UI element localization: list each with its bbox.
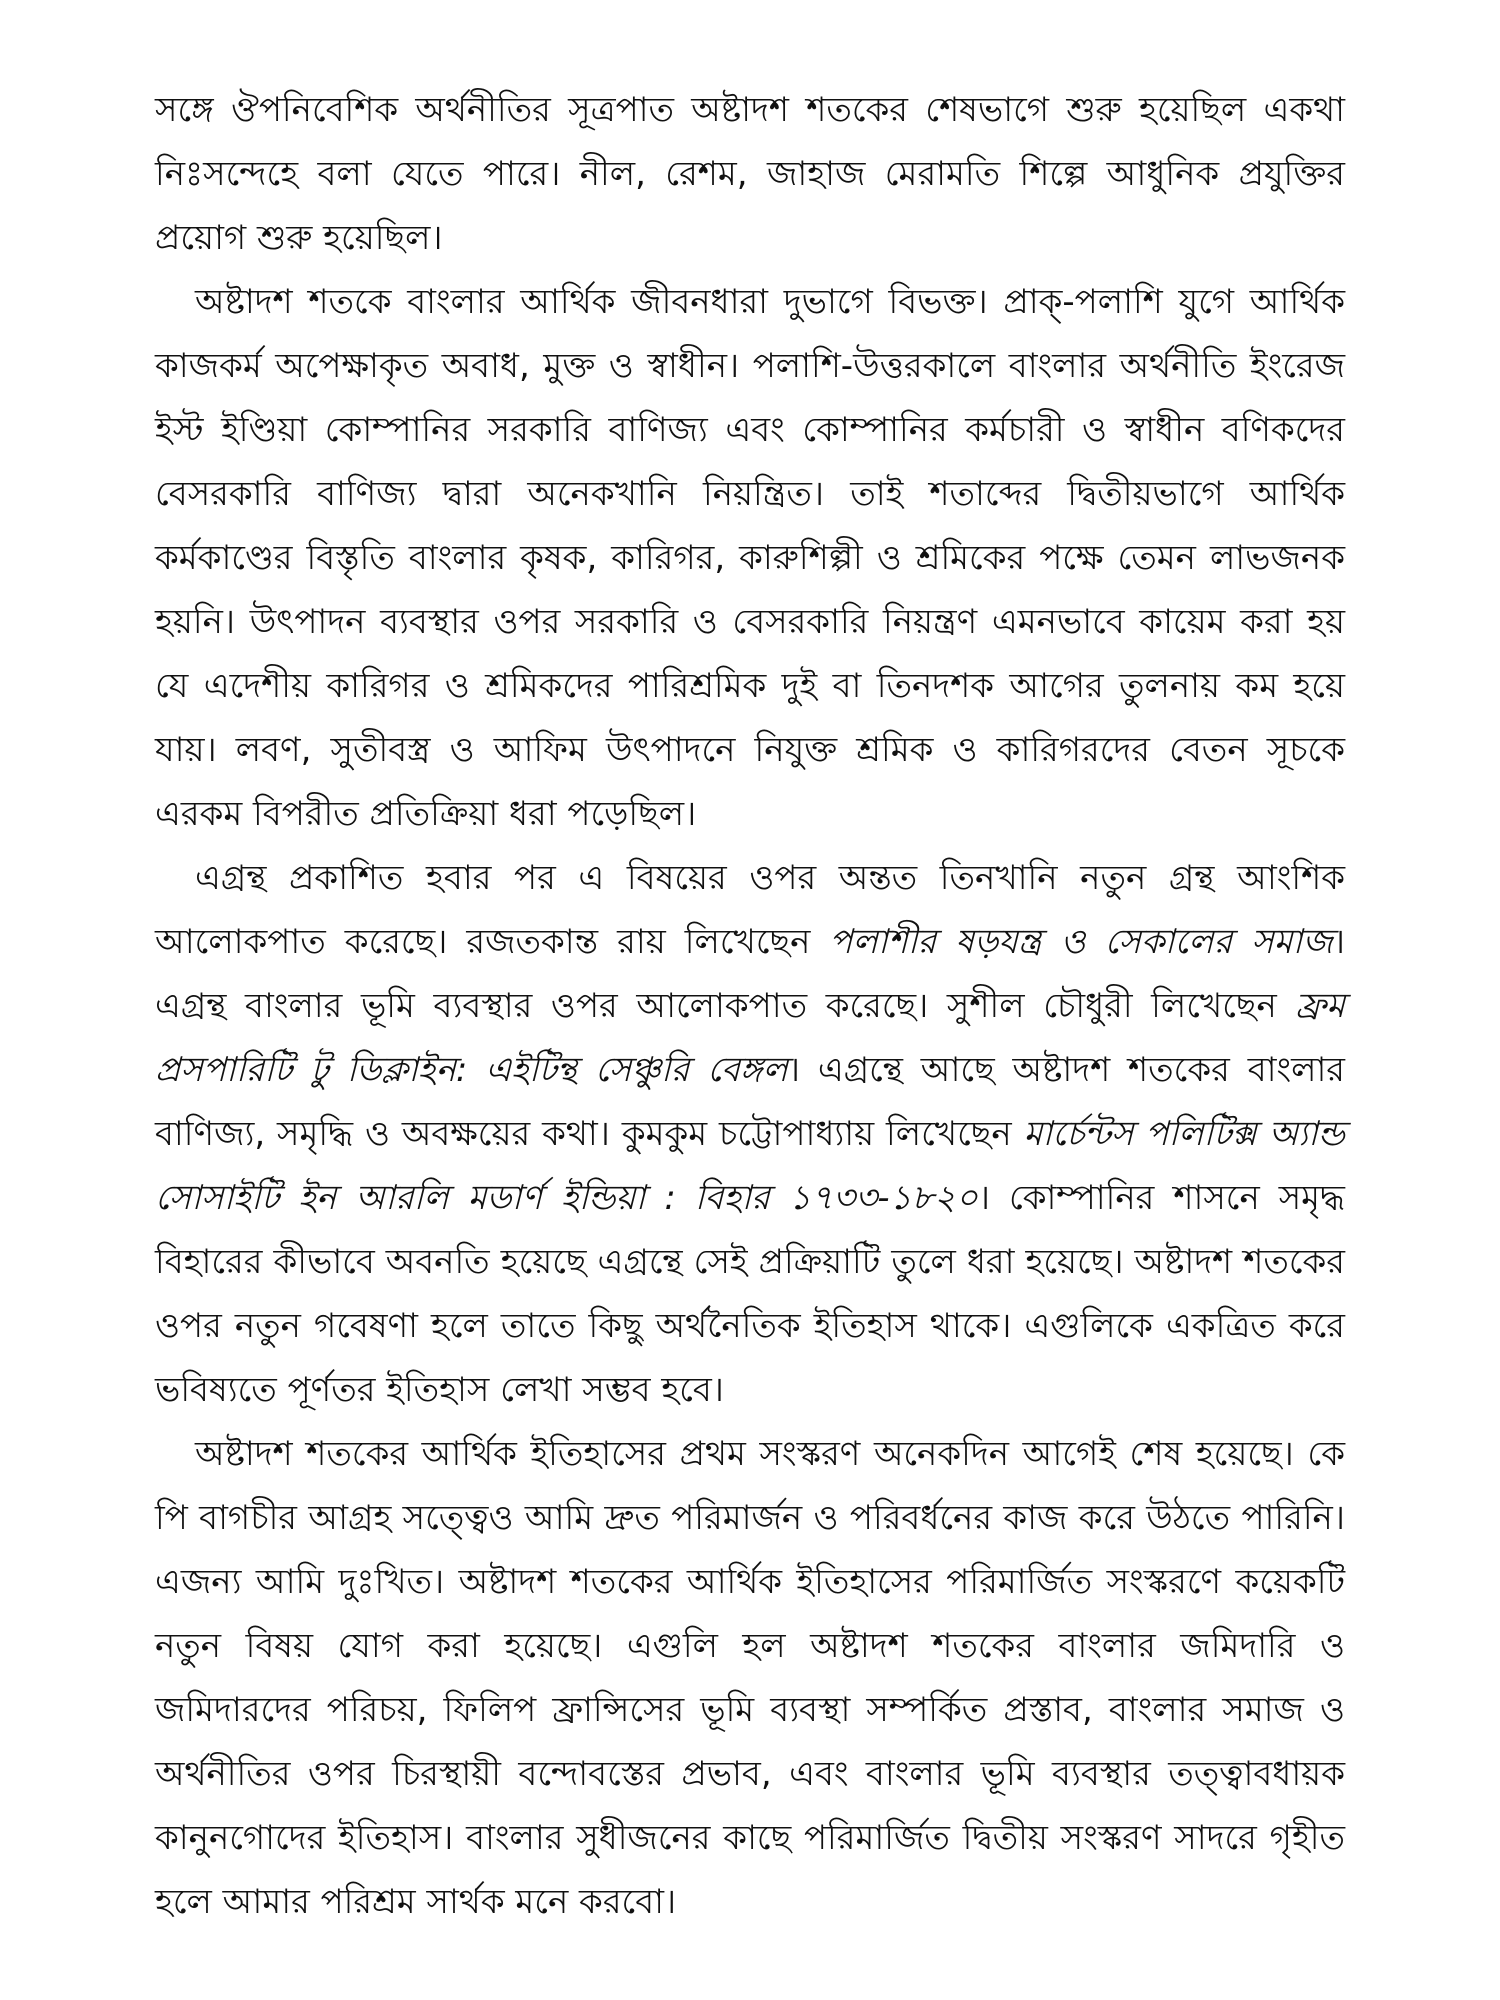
paragraph-text: । কোম্পানির শাসনে সমৃদ্ধ বিহারের কীভাবে অবনতি হয়েছে এগ্রন্থে সেই প্রক্রিয়াটি তুলে ধরা হয়েছে। অষ্টাদশ শতকের ওপর নতুন গবেষণা হলে তাতে কিছু অর্থনৈতিক ইতিহাস থাকে। এগুলিকে একত্রিত করে ভবিষ্যতে পূর্ণতর ইতিহাস লেখা সম্ভব হবে। bbox=[155, 1178, 1345, 1410]
paragraph-text: । এগ্রন্থে আছে অষ্টাদশ শতকের বাংলার বাণিজ্য, সমৃদ্ধি ও অবক্ষয়ের কথা। কুমকুম চট্টোপাধ্যায় লিখেছেন bbox=[155, 1050, 1346, 1154]
paragraph-4 bbox=[155, 1422, 1345, 1934]
book-title: মার্চেন্টস পলিটিক্স অ্যান্ড সোসাইটি ইন আরলি মডার্ণ ইন্ডিয়া : বিহার ১৭৩৩-১৮২০ bbox=[155, 1114, 1345, 1218]
paragraph-text: এগ্রন্থ প্রকাশিত হবার পর এ বিষয়ের ওপর অন্তত তিনখানি নতুন গ্রন্থ আংশিক আলোকপাত করেছে। রজতকান্ত রায় লিখেছেন bbox=[155, 858, 1345, 962]
book-title: পলাশীর ষড়যন্ত্র ও সেকালের সমাজ bbox=[829, 922, 1333, 962]
paragraph-text: । এগ্রন্থ বাংলার ভূমি ব্যবস্থার ওপর আলোকপাত করেছে। সুশীল চৌধুরী লিখেছেন bbox=[155, 922, 1345, 1026]
paragraph-1 bbox=[155, 78, 1345, 270]
paragraph-text: অষ্টাদশ শতকের আর্থিক ইতিহাসের প্রথম সংস্করণ অনেকদিন আগেই শেষ হয়েছে। কে পি বাগচীর আগ্রহ সত্ত্বেও আমি দ্রুত পরিমার্জন ও পরিবর্ধনের কাজ করে উঠতে পারিনি। এজন্য আমি দুঃখিত। অষ্টাদশ শতকের আর্থিক ইতিহাসের পরিমার্জিত সংস্করণে কয়েকটি নতুন বিষয় যোগ করা হয়েছে। এগুলি হল অষ্টাদশ শতকের বাংলার জমিদারি ও জমিদারদের পরিচয়, ফিলিপ ফ্রান্সিসের ভূমি ব্যবস্থা সম্পর্কিত প্রস্তাব, বাংলার সমাজ ও অর্থনীতির ওপর চিরস্থায়ী বন্দোবস্তের প্রভাব, এবং বাংলার ভূমি ব্যবস্থার তত্ত্বাবধায়ক কানুনগোদের ইতিহাস। বাংলার সুধীজনের কাছে পরিমার্জিত দ্বিতীয় সংস্করণ সাদরে গৃহীত হলে আমার পরিশ্রম সার্থক মনে করবো। bbox=[155, 1434, 1345, 1922]
book-title: ফ্রম প্রসপারিটি টু ডিক্লাইন: এইটিন্থ সেঞ্চুরি বেঙ্গল bbox=[155, 986, 1345, 1090]
paragraph-text: সঙ্গে ঔপনিবেশিক অর্থনীতির সূত্রপাত অষ্টাদশ শতকের শেষভাগে শুরু হয়েছিল একথা নিঃসন্দেহে বলা যেতে পারে। নীল, রেশম, জাহাজ মেরামতি শিল্পে আধুনিক প্রযুক্তির প্রয়োগ শুরু হয়েছিল। bbox=[155, 90, 1345, 258]
paragraph-text: অষ্টাদশ শতকে বাংলার আর্থিক জীবনধারা দুভাগে বিভক্ত। প্রাক্-পলাশি যুগে আর্থিক কাজকর্ম অপেক্ষাকৃত অবাধ, মুক্ত ও স্বাধীন। পলাশি-উত্তরকালে বাংলার অর্থনীতি ইংরেজ ইস্ট ইণ্ডিয়া কোম্পানির সরকারি বাণিজ্য এবং কোম্পানির কর্মচারী ও স্বাধীন বণিকদের বেসরকারি বাণিজ্য দ্বারা অনেকখানি নিয়ন্ত্রিত। তাই শতাব্দের দ্বিতীয়ভাগে আর্থিক কর্মকাণ্ডের বিস্তৃতি বাংলার কৃষক, কারিগর, কারুশিল্পী ও শ্রমিকের পক্ষে তেমন লাভজনক হয়নি। উৎপাদন ব্যবস্থার ওপর সরকারি ও বেসরকারি নিয়ন্ত্রণ এমনভাবে কায়েম করা হয় যে এদেশীয় কারিগর ও শ্রমিকদের পারিশ্রমিক দুই বা তিনদশক আগের তুলনায় কম হয়ে যায়। লবণ, সুতীবস্ত্র ও আফিম উৎপাদনে নিযুক্ত শ্রমিক ও কারিগরদের বেতন সূচকে এরকম বিপরীত প্রতিক্রিয়া ধরা পড়েছিল। bbox=[155, 282, 1345, 834]
paragraph-3 bbox=[155, 846, 1345, 1422]
paragraph-2 bbox=[155, 270, 1345, 846]
document-body bbox=[155, 78, 1345, 1934]
